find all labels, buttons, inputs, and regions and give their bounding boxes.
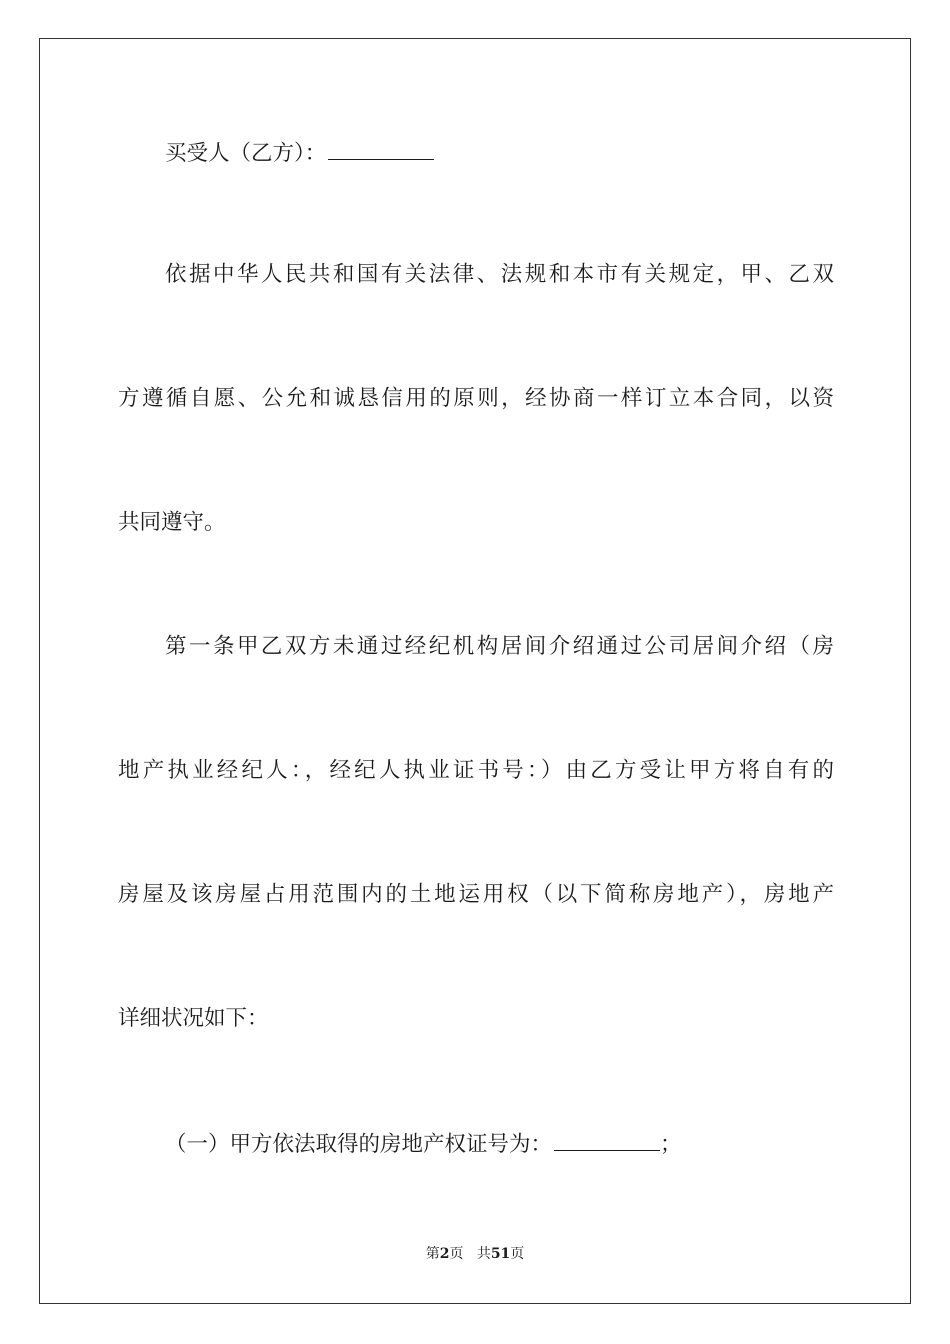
buyer-label: 买受人（乙方）：: [165, 141, 327, 166]
item1-suffix: ；: [660, 1132, 682, 1157]
para2-line4: 详细状况如下：: [118, 1006, 269, 1031]
current-page-number: 2: [439, 1246, 450, 1262]
total-pages-number: 51: [490, 1246, 511, 1262]
footer-prefix: 第: [425, 1246, 440, 1262]
para1-line2: 方遵循自愿、公允和诚恳信用的原则，经协商一样订立本合同，以资: [118, 386, 834, 411]
para2-line3: 房屋及该房屋占用范围内的土地运用权（以下简称房地产），房地产: [118, 882, 834, 907]
footer-total-prefix: 共: [476, 1246, 491, 1262]
para2-line1: 第一条甲乙双方未通过经纪机构居间介绍通过公司居间介绍（房: [165, 634, 834, 659]
page-border: [39, 38, 911, 1304]
para1-line1: 依据中华人民共和国有关法律、法规和本市有关规定，甲、乙双: [165, 262, 834, 287]
footer-total-unit: 页: [510, 1246, 525, 1262]
footer-page-unit: 页: [449, 1246, 464, 1262]
certificate-number-blank-field[interactable]: [554, 1130, 660, 1151]
page-footer: [0, 1244, 950, 1264]
para2-line2: 地产执业经纪人：，经纪人执业证书号：）由乙方受让甲方将自有的: [118, 758, 834, 783]
para1-line3: 共同遵守。: [118, 510, 226, 535]
item1-label: （一）甲方依法取得的房地产权证号为：: [165, 1132, 553, 1157]
buyer-blank-field[interactable]: [328, 139, 434, 160]
buyer-line: [165, 139, 834, 169]
item1-line: [165, 1130, 834, 1160]
